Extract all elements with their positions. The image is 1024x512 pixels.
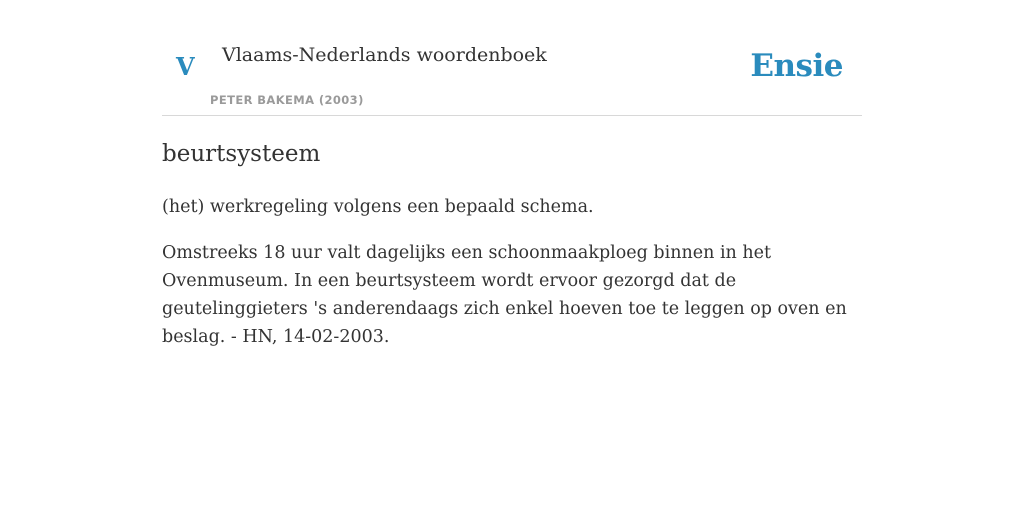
dictionary-logo[interactable]: V <box>176 52 195 81</box>
entry-definition: (het) werkregeling volgens een bepaald schema. <box>162 197 594 217</box>
brand-logo-link[interactable]: Ensie <box>750 48 843 84</box>
dictionary-header <box>162 0 862 116</box>
page <box>162 0 862 347</box>
entry-example: Omstreeks 18 uur valt dagelijks een schoonmaakploeg binnen in het Ovenmuseum. In een beurtsysteem wordt ervoor gezorgd dat de geutelinggieters 's anderendaags zich enkel hoeven toe te leggen op oven en beslag. - HN, 14-02-2003. <box>162 243 847 347</box>
entry-headword: beurtsysteem <box>162 141 321 167</box>
dictionary-author: PETER BAKEMA (2003) <box>210 93 364 107</box>
dictionary-title[interactable]: Vlaams-Nederlands woordenboek <box>222 44 547 66</box>
